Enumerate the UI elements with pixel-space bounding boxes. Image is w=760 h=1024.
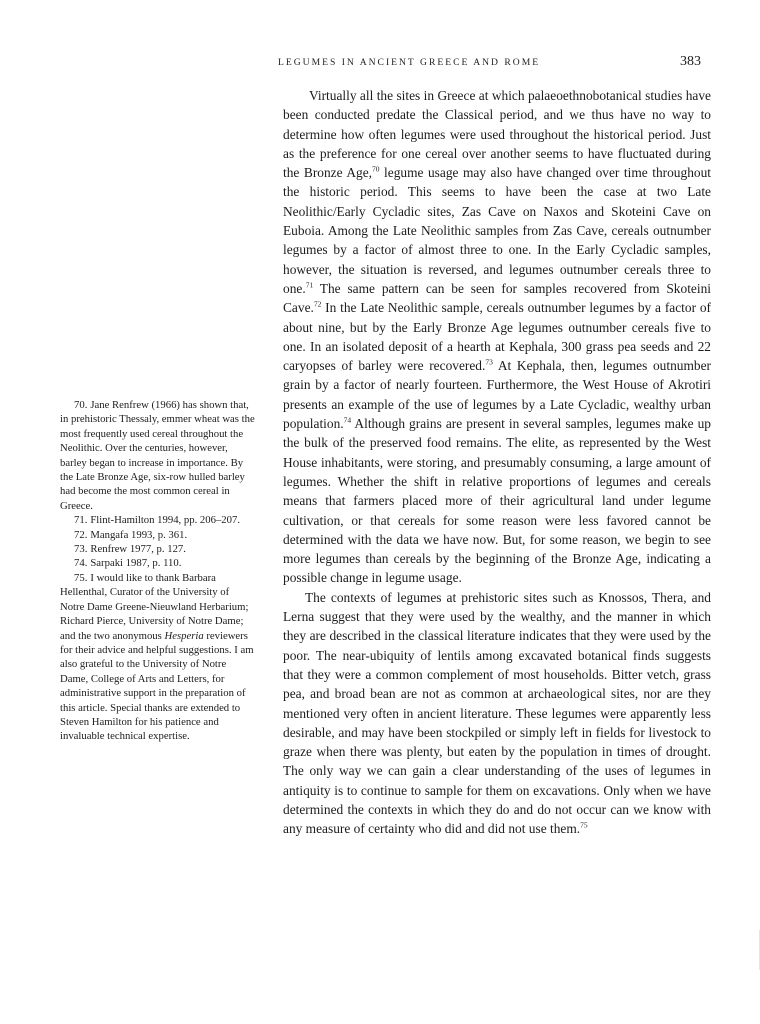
body-paragraph bbox=[283, 588, 711, 839]
footnote-number: 75. bbox=[74, 571, 88, 584]
text-segment: Virtually all the sites in Greece at which palaeoethnobotanical studies have been conducted predate the Classical period, and we thus have no way to determine how often legumes were used throughout the historical period. Just as the preference for one cereal over another seems to have fluctuated during the Bronze Age, bbox=[283, 88, 711, 181]
text-segment: legume usage may also have changed over time throughout the historic period. This seems to have been the case at two Late Neolithic/Early Cycladic sites, Zas Cave on Naxos and Skoteini Cave on Euboia. Among the Late Neolithic samples from Zas Cave, cereals outnumber legumes by a factor of almost three to one. In the Early Cycladic samples, however, the situation is reversed, and legumes outnumber cereals three to one. bbox=[283, 165, 712, 296]
footnote-reference: 70 bbox=[372, 164, 380, 174]
text-segment: Renfrew 1977, p. 127. bbox=[90, 543, 186, 556]
text-segment: In the Late Neolithic sample, cereals outnumber legumes by a factor of about nine, but by the Early Bronze Age legumes outnumber cereals five to one. In an isolated deposit of a hearth at Kephala, 300 grass pea seeds and 22 caryopses of barley were recovered. bbox=[283, 300, 711, 374]
footnote-number: 70. bbox=[74, 399, 88, 411]
text-segment: The contexts of legumes at prehistoric sites such as Knossos, Thera, and Lerna suggest that they were used by the wealthy, and the manner in which they are described in the classical literature indicates that they were used by the poor. The near-ubiquity of lentils among excavated botanical finds suggests that they were a common complement of most households. Bitter vetch, grass pea, and broad bean are not as common at archaeological sites, nor are they mentioned very often in ancient literature. These legumes were apparently less desirable, and may have been stockpiled or simply left in fields for livestock to graze when there was plenty, but eaten by the population in times of drought. The only way we can gain a clear understanding of the uses of legumes in antiquity is to continue to sample for them on excavations. Only when we have determined the contexts in which they do and do not occur can we know with any measure of certainty who did and did not use them. bbox=[283, 589, 711, 837]
italic-text: Hesperia bbox=[164, 629, 204, 642]
text-segment: Flint-Hamilton 1994, pp. 206–207. bbox=[90, 514, 240, 527]
footnote-reference: 72 bbox=[313, 299, 322, 309]
text-segment: Sarpaki 1987, p. 110. bbox=[90, 557, 182, 570]
footnote-reference: 73 bbox=[485, 357, 493, 367]
footnote-number: 73. bbox=[74, 543, 88, 556]
footnote bbox=[60, 528, 256, 542]
footnote bbox=[60, 571, 256, 744]
footnotes-column bbox=[60, 398, 256, 744]
footnote bbox=[60, 398, 256, 513]
footnote-number: 72. bbox=[74, 528, 88, 541]
text-segment: reviewers for their advice and helpful suggestions. I am also grateful to the University of Notre Dame, College of Arts and Letters, for administrative support in the preparation of this article. Special thanks are extended to Steven Hamilton for his patience and invaluable technical expertise. bbox=[60, 629, 254, 743]
text-segment: Although grains are present in several samples, legumes make up the bulk of the preserved food remains. The elite, as represented by the West House inhabitants, were storing, and presumably consuming, a large amount of legumes. Whether the shift in relative proportions of legumes and cereals means that farmers placed more of their agricultural land under legume cultivation, or that cereals for some reason were less favored cannot be determined with the data we have now. But, for some reason, we begin to see more legumes than cereals by the beginning of the Bronze Age, indicating a possible change in legume usage. bbox=[283, 416, 711, 586]
footnote-reference: 74 bbox=[343, 415, 352, 425]
running-head: LEGUMES IN ANCIENT GREECE AND ROME bbox=[278, 57, 541, 68]
footnote bbox=[60, 556, 256, 570]
footnote-reference: 71 bbox=[305, 280, 314, 290]
main-text-column bbox=[283, 86, 711, 839]
text-segment: I would like to thank Barbara Hellenthal, Curator of the University of Notre Dame Greene-Nieuwland Herbarium; Richard Pierce, University of Notre Dame; and the two anonymous bbox=[60, 571, 249, 642]
footnote-reference: 75 bbox=[580, 820, 588, 830]
text-segment: Jane Renfrew (1966) has shown that, in prehistoric Thessaly, emmer wheat was the most frequently used cereal throughout the Neolithic. Over the centuries, however, barley began to increase in importance. By the Late Bronze Age, six-row hulled barley had become the most common cereal in Greece. bbox=[60, 399, 255, 512]
text-segment: At Kephala, then, legumes outnumber grain by a factor of nearly fourteen. Furthermore, the West House of Akrotiri presents an example of the use of legumes by a Late Cycladic, wealthy urban population. bbox=[283, 358, 712, 432]
page-number: 383 bbox=[680, 54, 701, 69]
text-segment: The same pattern can be seen for samples recovered from Skoteini Cave. bbox=[283, 280, 711, 316]
footnote-number: 71. bbox=[74, 514, 88, 527]
body-paragraph bbox=[283, 86, 711, 588]
footnote bbox=[60, 542, 256, 556]
footnote bbox=[60, 513, 256, 527]
text-segment: Mangafa 1993, p. 361. bbox=[90, 528, 188, 541]
footnote-number: 74. bbox=[74, 557, 88, 570]
